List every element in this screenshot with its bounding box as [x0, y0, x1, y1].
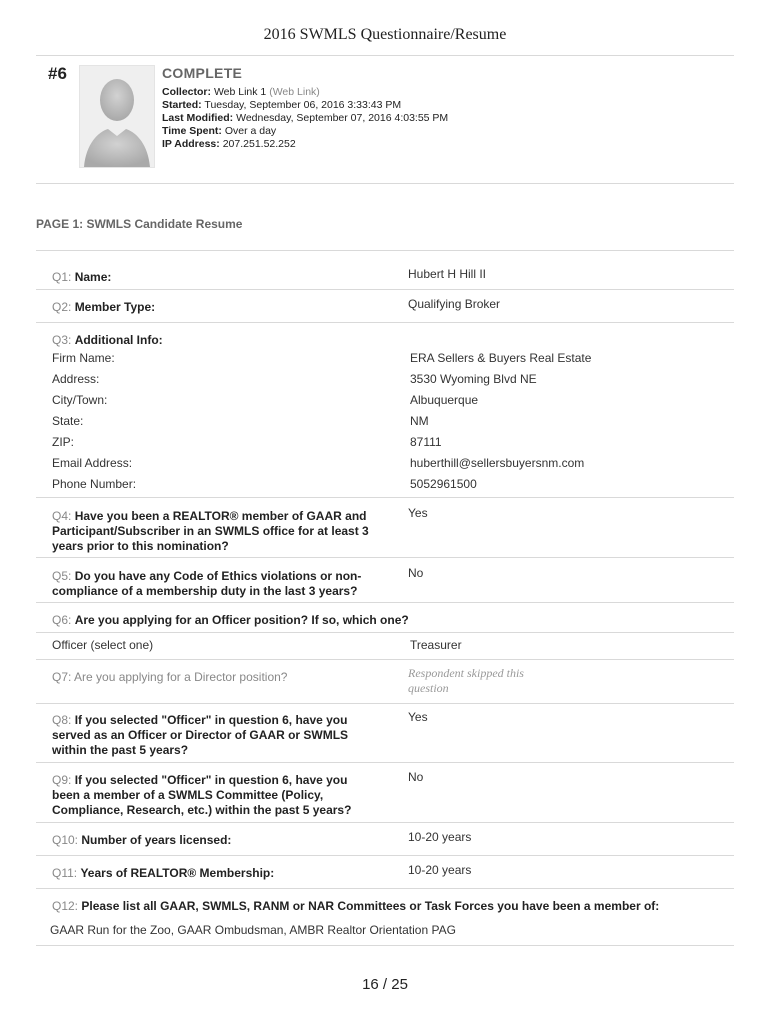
question-9: [52, 773, 351, 818]
started-line: [162, 99, 401, 112]
answer-6: Treasurer: [410, 638, 462, 652]
ip-address-line: [162, 138, 296, 151]
answer-8: Yes: [408, 710, 428, 724]
question-number: Q2:: [52, 300, 72, 314]
question-text-line-1: Have you been a REALTOR® member of GAAR and: [74, 509, 367, 523]
question-text: Additional Info:: [74, 333, 163, 347]
question-8: [52, 713, 348, 758]
skipped-line-1: Respondent skipped this: [408, 666, 524, 680]
started-label: Started:: [162, 99, 202, 111]
modified-value: Wednesday, September 07, 2016 4:03:55 PM: [236, 112, 449, 124]
question-text-line-2: compliance of a membership duty in the last 3 years?: [52, 584, 358, 598]
divider: [36, 289, 734, 290]
avatar: [79, 65, 155, 168]
question-number: Q11:: [52, 866, 78, 880]
field-value-phone: 5052961500: [410, 477, 477, 491]
field-label-state: State:: [52, 414, 84, 428]
divider: [36, 183, 734, 184]
question-number: Q9:: [52, 773, 72, 787]
question-text: Are you applying for an Officer position? If so, which one?: [74, 613, 409, 627]
skipped-answer-7: [408, 666, 524, 696]
answer-1: Hubert H Hill II: [408, 267, 487, 281]
question-2: [52, 300, 155, 315]
skipped-line-2: question: [408, 681, 449, 695]
question-7: [52, 670, 287, 685]
question-number: Q4:: [52, 509, 72, 523]
divider: [36, 762, 734, 763]
divider: [36, 632, 734, 633]
question-number: Q8:: [52, 713, 72, 727]
field-label-email: Email Address:: [52, 456, 133, 470]
field-value-zip: 87111: [410, 435, 442, 449]
question-text: Years of REALTOR® Membership:: [80, 866, 275, 880]
collector-line: [162, 86, 320, 99]
question-text-line-2: Participant/Subscriber in an SWMLS office for at least 3: [52, 524, 369, 538]
divider: [36, 855, 734, 856]
field-value-state: NM: [410, 414, 429, 428]
question-text-line-3: years prior to this nomination?: [52, 539, 229, 553]
question-text: Are you applying for a Director position?: [74, 670, 288, 684]
question-text: Please list all GAAR, SWMLS, RANM or NAR Committees or Task Forces you have been a member of:: [81, 899, 660, 913]
page-header: PAGE 1: SWMLS Candidate Resume: [36, 217, 243, 231]
field-label-city: City/Town:: [52, 393, 108, 407]
question-number: Q7:: [52, 670, 72, 684]
started-value: Tuesday, September 06, 2016 3:33:43 PM: [204, 99, 402, 111]
divider: [36, 557, 734, 558]
field-value-firm-name: ERA Sellers & Buyers Real Estate: [410, 351, 592, 365]
question-number: Q12:: [52, 899, 79, 913]
question-number: Q5:: [52, 569, 72, 583]
collector-value: Web Link 1: [213, 86, 267, 98]
question-1: [52, 270, 111, 285]
question-number: Q10:: [52, 833, 79, 847]
question-text-line-1: Do you have any Code of Ethics violations or non-: [74, 569, 362, 583]
question-number: Q3:: [52, 333, 72, 347]
question-3: [52, 333, 163, 348]
divider: [36, 659, 734, 660]
officer-select-label: Officer (select one): [52, 638, 154, 652]
question-text-line-2: served as an Officer or Director of GAAR or SWMLS: [52, 728, 349, 742]
field-label-zip: ZIP:: [52, 435, 75, 449]
question-10: [52, 833, 231, 848]
divider: [36, 602, 734, 603]
question-text-line-1: If you selected "Officer" in question 6, have you: [74, 713, 348, 727]
field-label-firm-name: Firm Name:: [52, 351, 115, 365]
answer-9: No: [408, 770, 424, 784]
answer-12: GAAR Run for the Zoo, GAAR Ombudsman, AMBR Realtor Orientation PAG: [50, 923, 456, 937]
field-value-city: Albuquerque: [410, 393, 479, 407]
field-label-phone: Phone Number:: [52, 477, 137, 491]
divider: [36, 945, 734, 946]
answer-10: 10-20 years: [408, 830, 472, 844]
ip-address-label: IP Address:: [162, 138, 220, 150]
question-5: [52, 569, 361, 599]
answer-2: Qualifying Broker: [408, 297, 501, 311]
divider: [36, 703, 734, 704]
question-text-line-1: If you selected "Officer" in question 6, have you: [74, 773, 348, 787]
time-spent-line: [162, 125, 276, 138]
person-silhouette-icon: [80, 66, 154, 167]
divider: [36, 822, 734, 823]
field-value-address: 3530 Wyoming Blvd NE: [410, 372, 537, 386]
divider: [36, 322, 734, 323]
question-text-line-3: within the past 5 years?: [52, 743, 189, 757]
question-number: Q6:: [52, 613, 72, 627]
divider: [36, 497, 734, 498]
page-number: 16 / 25: [362, 976, 408, 993]
document-title: 2016 SWMLS Questionnaire/Resume: [263, 26, 507, 43]
question-text: Number of years licensed:: [81, 833, 232, 847]
response-status: COMPLETE: [162, 65, 243, 81]
answer-11: 10-20 years: [408, 863, 472, 877]
field-value-email: huberthill@sellersbuyersnm.com: [410, 456, 585, 470]
question-6: [52, 613, 409, 628]
modified-label: Last Modified:: [162, 112, 234, 124]
question-11: [52, 866, 274, 881]
question-4: [52, 509, 369, 554]
divider: [36, 250, 734, 251]
question-text: Member Type:: [74, 300, 156, 314]
collector-type: (Web Link): [269, 86, 320, 98]
ip-address-value: 207.251.52.252: [222, 138, 296, 150]
time-spent-value: Over a day: [224, 125, 277, 137]
field-label-address: Address:: [52, 372, 100, 386]
question-number: Q1:: [52, 270, 72, 284]
answer-5: No: [408, 566, 424, 580]
question-text-line-2: been a member of a SWMLS Committee (Policy,: [52, 788, 324, 802]
question-text: Name:: [74, 270, 112, 284]
divider: [36, 55, 734, 56]
response-number: #6: [48, 64, 67, 83]
question-12: [52, 899, 659, 914]
answer-4: Yes: [408, 506, 428, 520]
collector-label: Collector:: [162, 86, 212, 98]
time-spent-label: Time Spent:: [162, 125, 222, 137]
divider: [36, 888, 734, 889]
question-text-line-3: Compliance, Research, etc.) within the past 5 years?: [52, 803, 352, 817]
modified-line: [162, 112, 448, 125]
